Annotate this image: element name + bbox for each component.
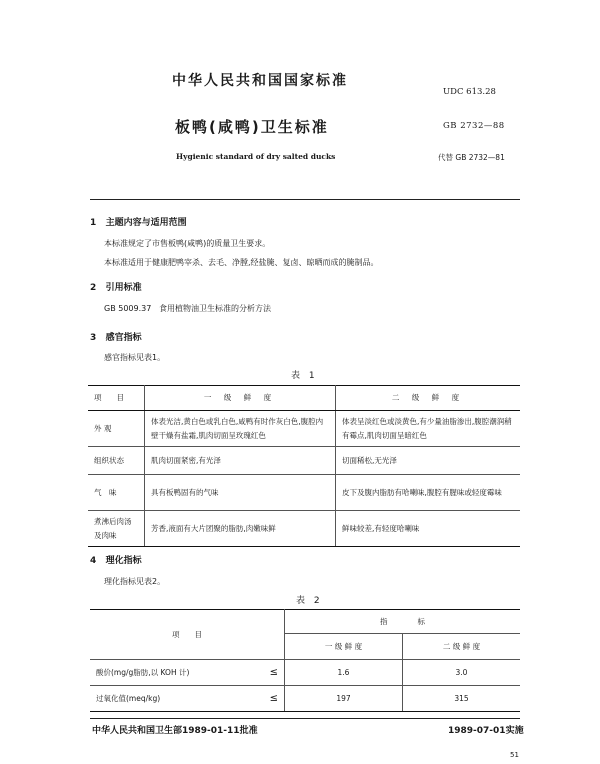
section-number: 1 [90, 218, 97, 228]
header-grade-2: 二 级 鲜 度 [403, 634, 521, 660]
row-grade-1: 肌肉切面紧密,有光泽 [145, 447, 336, 475]
row-grade-2: 315 [403, 686, 521, 712]
row-item: 外 观 [88, 411, 145, 447]
section-4-heading [90, 553, 142, 566]
row-grade-2: 鲜味较差,有轻度哈喇味 [336, 511, 521, 547]
header-index: 指 标 [285, 610, 521, 634]
row-item: 组织状态 [88, 447, 145, 475]
header-grade-1: 一 级 鲜 度 [145, 386, 336, 411]
row-grade-2: 切面稀松,无光泽 [336, 447, 521, 475]
section-number: 3 [90, 333, 97, 343]
row-label: 酸价(mg/g脂肪,以 KOH 计) [96, 668, 190, 677]
row-item: 气 味 [88, 475, 145, 511]
gb-code: GB 2732—88 [443, 121, 505, 131]
reference-code: GB 5009.37 [104, 304, 152, 313]
row-item [90, 686, 285, 712]
row-grade-2: 3.0 [403, 660, 521, 686]
header-grade-2: 二 级 鲜 度 [336, 386, 521, 411]
header-grade-1: 一 级 鲜 度 [285, 634, 403, 660]
table-2-caption: 表 2 [296, 596, 323, 606]
section-number: 4 [90, 556, 97, 566]
section-1-para-1: 本标准规定了市售板鸭(咸鸭)的质量卫生要求。 [104, 239, 271, 248]
row-grade-1: 具有板鸭固有的气味 [145, 475, 336, 511]
table-header-row [88, 386, 520, 411]
row-operator: ≤ [269, 667, 278, 678]
physicochemical-table [90, 609, 520, 712]
approval-line: 中华人民共和国卫生部1989-01-11批准 [92, 726, 258, 736]
sensory-table [88, 385, 520, 547]
reference-entry [104, 303, 271, 314]
header-divider [90, 199, 520, 200]
row-grade-2: 体表呈淡红色或淡黄色,有少量油脂渗出,腹腔潮润稍有霉点,肌肉切面呈暗红色 [336, 411, 521, 447]
row-grade-2: 皮下及腹内脂肪有哈喇味,腹腔有腥味或轻度霉味 [336, 475, 521, 511]
effective-date: 1989-07-01实施 [448, 726, 524, 736]
section-title: 感官指标 [105, 333, 142, 343]
english-title: Hygienic standard of dry salted ducks [176, 152, 336, 161]
header-item: 项 目 [90, 610, 285, 660]
section-2-heading [90, 280, 142, 293]
row-label: 过氧化值(meq/kg) [96, 694, 161, 703]
row-item [90, 660, 285, 686]
section-3-intro: 感官指标见表1。 [104, 353, 166, 362]
row-grade-1: 芳香,液面有大片团聚的脂肪,肉嫩味鲜 [145, 511, 336, 547]
section-title: 引用标准 [105, 283, 142, 293]
table-row [88, 475, 520, 511]
section-3-heading [90, 330, 142, 343]
table-row [88, 447, 520, 475]
section-4-intro: 理化指标见表2。 [104, 577, 166, 586]
row-grade-1: 197 [285, 686, 403, 712]
replaces-code: 代替 GB 2732—81 [438, 153, 505, 162]
table-row [88, 511, 520, 547]
table-row [90, 660, 520, 686]
section-number: 2 [90, 283, 97, 293]
standard-org: 中华人民共和国国家标准 [172, 73, 348, 89]
table-row [90, 686, 520, 712]
page-number: 51 [510, 751, 519, 759]
header-item: 项 目 [88, 386, 145, 411]
section-1-para-2: 本标准适用于健康肥鸭宰杀、去毛、净膛,经盐腌、复卤、晾晒而成的腌制品。 [104, 258, 379, 267]
row-operator: ≤ [269, 693, 278, 704]
footer-divider [90, 718, 520, 719]
reference-title: 食用植物油卫生标准的分析方法 [158, 304, 271, 313]
row-grade-1: 体表光洁,黄白色或乳白色,咸鸭有时作灰白色,腹腔内壁干燥有盐霜,肌肉切面呈玫瑰红色 [145, 411, 336, 447]
row-grade-1: 1.6 [285, 660, 403, 686]
document-title: 板鸭(咸鸭)卫生标准 [175, 118, 329, 136]
table-1-caption: 表 1 [291, 371, 318, 381]
udc-code: UDC 613.28 [443, 87, 496, 97]
section-title: 理化指标 [105, 556, 142, 566]
section-1-heading [90, 215, 187, 228]
table-row [88, 411, 520, 447]
table-header-row [90, 610, 520, 634]
row-item: 煮沸后肉汤及肉味 [88, 511, 145, 547]
section-title: 主题内容与适用范围 [105, 218, 187, 228]
